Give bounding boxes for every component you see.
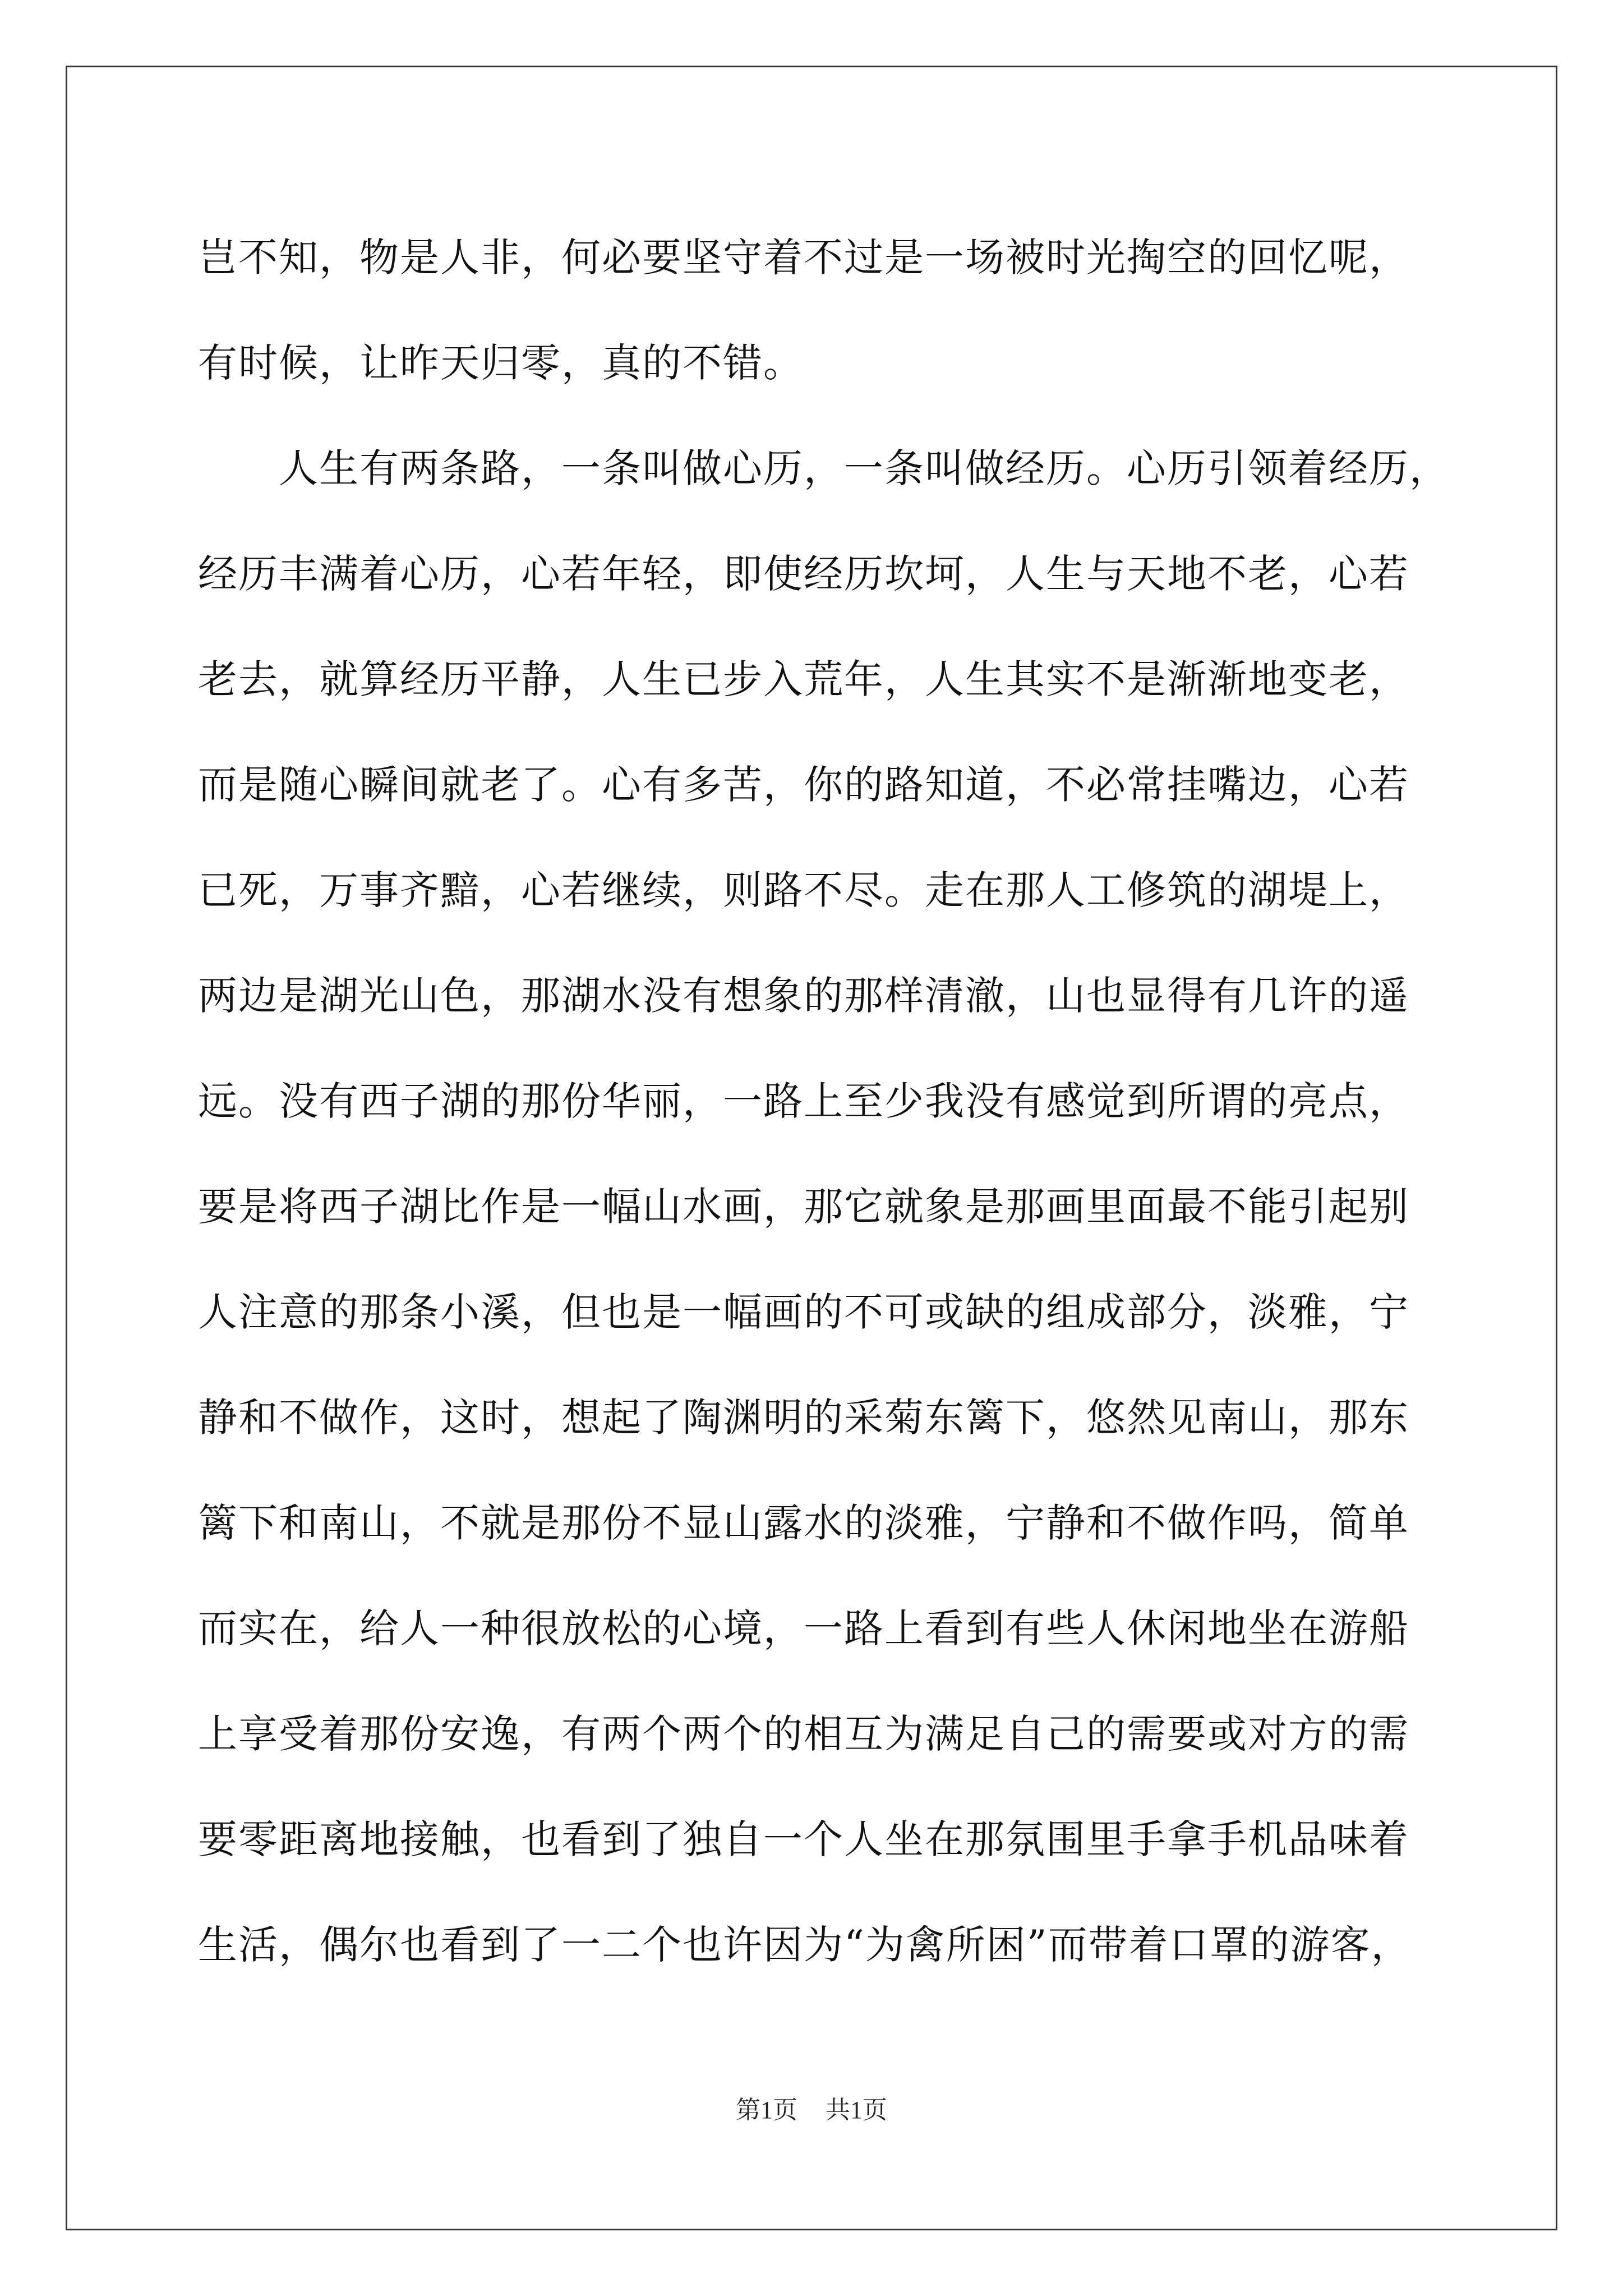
text-line: 两边是湖光山色，那湖水没有想象的那样清澈，山也显得有几许的遥	[198, 973, 1409, 1019]
text-line: 老去，就算经历平静，人生已步入荒年，人生其实不是渐渐地变老，	[198, 656, 1409, 702]
text-line: 要零距离地接触，也看到了独自一个人坐在那氛围里手拿手机品味着	[198, 1816, 1409, 1862]
document-body	[198, 205, 1450, 1998]
text-line: 有时候，让昨天归零，真的不错。	[198, 340, 804, 386]
text-line: 已死，万事齐黯，心若继续，则路不尽。走在那人工修筑的湖堤上，	[198, 867, 1409, 913]
text-line: 上享受着那份安逸，有两个两个的相互为满足自己的需要或对方的需	[198, 1711, 1409, 1757]
text-line: 远。没有西子湖的那份华丽，一路上至少我没有感觉到所谓的亮点，	[198, 1078, 1409, 1124]
text-line: 岂不知，物是人非，何必要坚守着不过是一场被时光掏空的回忆呢，	[198, 234, 1409, 280]
page-number: 第1页	[736, 2096, 797, 2124]
text-line: 经历丰满着心历，心若年轻，即使经历坎坷，人生与天地不老，心若	[198, 551, 1409, 597]
page-footer	[0, 2090, 1623, 2125]
text-line: 人生有两条路，一条叫做心历，一条叫做经历。心历引领着经历，	[198, 445, 1450, 491]
text-line: 生活，偶尔也看到了一二个也许因为“为禽所困”而带着口罩的游客，	[198, 1922, 1412, 1968]
text-line: 静和不做作，这时，想起了陶渊明的采菊东篱下，悠然见南山，那东	[198, 1395, 1409, 1441]
text-line: 要是将西子湖比作是一幅山水画，那它就象是那画里面最不能引起别	[198, 1184, 1409, 1230]
text-line: 而是随心瞬间就老了。心有多苦，你的路知道，不必常挂嘴边，心若	[198, 762, 1409, 808]
page-total: 共1页	[826, 2096, 887, 2124]
text-line: 篱下和南山，不就是那份不显山露水的淡雅，宁静和不做作吗，简单	[198, 1500, 1409, 1546]
text-line: 而实在，给人一种很放松的心境，一路上看到有些人休闲地坐在游船	[198, 1605, 1409, 1651]
text-line: 人注意的那条小溪，但也是一幅画的不可或缺的组成部分，淡雅，宁	[198, 1289, 1409, 1335]
